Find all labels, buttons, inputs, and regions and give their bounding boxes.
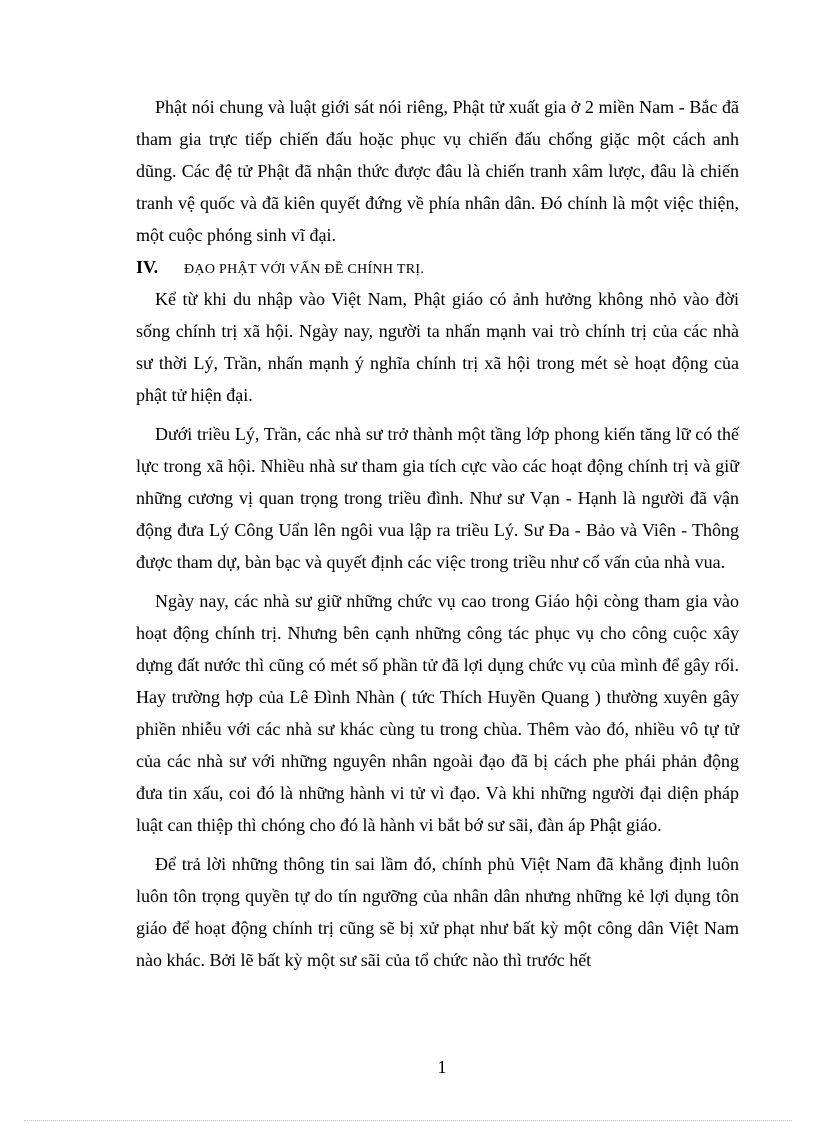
paragraph-introduction-of-buddhism: Kể từ khi du nhập vào Việt Nam, Phật giáo có ảnh hưởng không nhỏ vào đời sống chính trị xã hội. Ngày nay, người ta nhấn mạnh vai trò chính trị của các nhà sư thời Lý, Trần, nhấn mạnh ý nghĩa chính trị xã hội trong mét sè hoạt động của phật tử hiện đại. (136, 289, 739, 405)
page-bottom-divider (24, 1120, 792, 1121)
paragraph-intro: Phật nói chung và luật giới sát nói riêng, Phật tử xuất gia ở 2 miền Nam - Bắc đã tham gia trực tiếp chiến đấu hoặc phục vụ chiến đấu chống giặc một cách anh dũng. Các đệ tử Phật đã nhận thức được đâu là chiến tranh xâm lược, đâu là chiến tranh vệ quốc và đã kiên quyết đứng về phía nhân dân. Đó chính là một việc thiện, một cuộc phóng sinh vĩ đại. (136, 97, 739, 245)
paragraph-government-response: Để trả lời những thông tin sai lầm đó, chính phủ Việt Nam đã khẳng định luôn luôn tôn trọng quyền tự do tín ngưỡng của nhân dân nhưng những kẻ lợi dụng tôn giáo để hoạt động chính trị cũng sẽ bị xử phạt như bất kỳ một công dân Việt Nam nào khác. Bởi lẽ bất kỳ một sư sãi của tổ chức nào thì trước hết (136, 854, 739, 970)
document-body (136, 91, 739, 976)
paragraph-ly-tran-dynasty: Dưới triều Lý, Trần, các nhà sư trở thành một tầng lớp phong kiến tăng lữ có thế lực trong xã hội. Nhiều nhà sư tham gia tích cực vào các hoạt động chính trị và giữ những cương vị quan trọng trong triều đình. Như sư Vạn - Hạnh là người đã vận động đưa Lý Công Uẩn lên ngôi vua lập ra triều Lý. Sư Đa - Bảo và Viên - Thông được tham dự, bàn bạc và quyết định các việc trong triều như cố vấn của nhà vua. (136, 424, 739, 572)
page-number: 1 (437, 1057, 447, 1077)
section-title: ĐẠO PHẬT VỚI VẤN ĐỀ CHÍNH TRỊ. (184, 262, 425, 277)
paragraph-modern-monks: Ngày nay, các nhà sư giữ những chức vụ cao trong Giáo hội còng tham gia vào hoạt động chính trị. Nhưng bên cạnh những công tác phục vụ cho công cuộc xây dựng đất nước thì cũng có mét số phần tử đã lợi dụng chức vụ của mình để gây rối. Hay trường hợp của Lê Đình Nhàn ( tức Thích Huyền Quang ) thường xuyên gây phiền nhiễu với các nhà sư khác cùng tu trong chùa. Thêm vào đó, nhiều vô tự tử của các nhà sư với những nguyên nhân ngoài đạo đã bị cách phe phái phản động đưa tin xấu, coi đó là những hành vi tử vì đạo. Và khi những người đại diện pháp luật can thiệp thì chóng cho đó là hành vi bắt bớ sư sãi, đàn áp Phật giáo. (136, 591, 739, 835)
section-heading (136, 251, 739, 283)
section-number: IV. (136, 257, 159, 277)
